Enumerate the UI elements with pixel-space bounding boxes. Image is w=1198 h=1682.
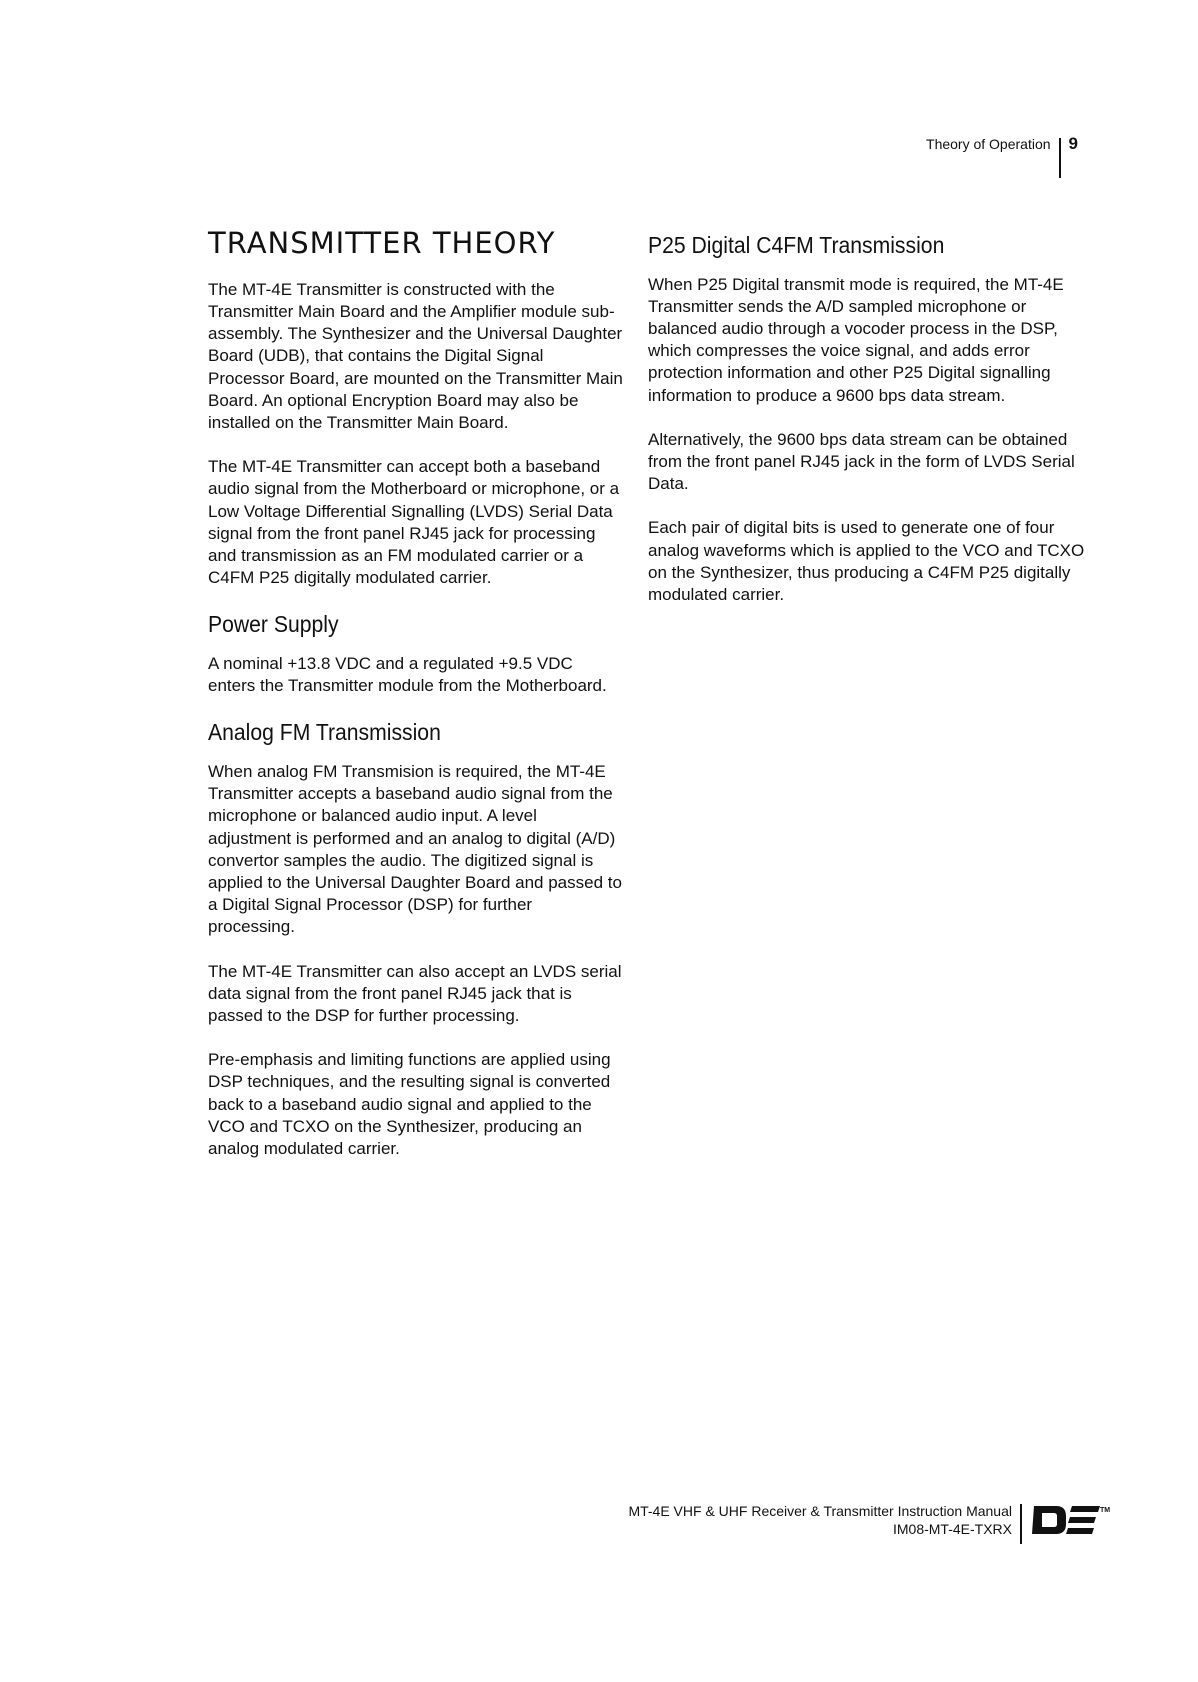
page-header [926, 132, 1078, 178]
p25-paragraph-3: Each pair of digital bits is used to generate one of four analog waveforms which is applied to the VCO and TCXO on the Synthesizer, thus producing a C4FM P25 digitally modulated carrier. [648, 518, 1085, 605]
header-divider [1059, 138, 1061, 178]
power-supply-heading: Power Supply [208, 611, 339, 638]
page-number: 9 [1068, 134, 1078, 153]
page-title: TRANSMITTER THEORY [208, 226, 556, 260]
p25-paragraph-2: Alternatively, the 9600 bps data stream can be obtained from the front panel RJ45 jack in the form of LVDS Serial Data. [648, 429, 1075, 494]
power-supply-paragraph: A nominal +13.8 VDC and a regulated +9.5 VDC enters the Transmitter module from the Motherboard. [208, 654, 607, 696]
p25-heading: P25 Digital C4FM Transmission [648, 232, 945, 258]
analog-fm-paragraph-3: Pre-emphasis and limiting functions are applied using DSP techniques, and the resulting signal is converted back to a baseband audio signal and applied to the VCO and TCXO on the Synthesizer, producing an analog modulated carrier. [208, 1050, 611, 1159]
footer-text [628, 1502, 1012, 1538]
header-section-name: Theory of Operation [926, 136, 1051, 152]
de-logo-icon [1030, 1502, 1112, 1538]
analog-fm-heading: Analog FM Transmission [208, 719, 441, 746]
manual-title: MT-4E VHF & UHF Receiver & Transmitter Instruction Manual [628, 1503, 1012, 1519]
intro-paragraph-1: The MT-4E Transmitter is constructed with the Transmitter Main Board and the Amplifier module sub-assembly. The Synthesizer and the Universal Daughter Board (UDB), that contains the Digital Signal Processor Board, are mounted on the Transmitter Main Board. An optional Encryption Board may also be installed on the Transmitter Main Board. [208, 279, 623, 433]
right-column [648, 226, 1088, 628]
left-column [208, 226, 623, 1182]
analog-fm-paragraph-2: The MT-4E Transmitter can also accept an LVDS serial data signal from the front panel RJ45 jack that is passed to the DSP for further processing. [208, 961, 622, 1026]
manual-code: IM08-MT-4E-TXRX [892, 1521, 1012, 1537]
analog-fm-paragraph-1: When analog FM Transmision is required, the MT-4E Transmitter accepts a baseband audio signal from the microphone or balanced audio input. A level adjustment is performed and an analog to digital (A/D) convertor samples the audio. The digitized signal is applied to the Universal Daughter Board and passed to a Digital Signal Processor (DSP) for further processing. [208, 762, 622, 937]
intro-paragraph-2: The MT-4E Transmitter can accept both a baseband audio signal from the Motherboard or microphone, or a Low Voltage Differential Signalling (LVDS) Serial Data signal from the front panel RJ45 jack for processing and transmission as an FM modulated carrier or a C4FM P25 digitally modulated carrier. [208, 457, 620, 588]
p25-paragraph-1: When P25 Digital transmit mode is required, the MT-4E Transmitter sends the A/D sampled microphone or balanced audio through a vocoder process in the DSP, which compresses the voice signal, and adds error protection information and other P25 Digital signalling information to produce a 9600 bps data stream. [648, 274, 1064, 405]
logo-trademark: TM [1100, 1507, 1111, 1514]
footer-divider [1020, 1504, 1022, 1544]
page-footer [628, 1502, 1112, 1544]
